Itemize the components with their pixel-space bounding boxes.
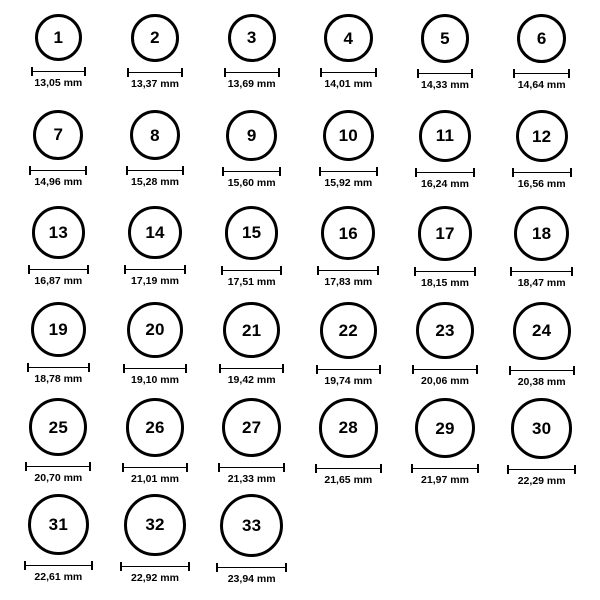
diameter-value: 13,05 mm xyxy=(34,77,83,89)
diameter-measure-line xyxy=(24,561,93,570)
ring-size-cell xyxy=(203,398,300,494)
ring-size-number: 3 xyxy=(246,28,257,48)
ring-circle xyxy=(126,398,185,457)
ring-size-cell xyxy=(10,14,107,110)
ring-size-number: 22 xyxy=(338,320,358,340)
ring-circle xyxy=(28,494,89,555)
measure-bar xyxy=(414,271,477,272)
ring-size-cell xyxy=(10,206,107,302)
diameter-measure-line xyxy=(27,363,90,372)
ring-circle xyxy=(131,14,179,62)
diameter-value: 15,60 mm xyxy=(227,176,276,189)
ring-circle xyxy=(124,494,186,556)
diameter-measure-line xyxy=(509,366,575,375)
diameter-value: 18,47 mm xyxy=(517,277,566,289)
ring-circle xyxy=(418,206,473,261)
diameter-value: 16,24 mm xyxy=(421,177,469,190)
ring-circle xyxy=(29,398,87,456)
diameter-value: 22,61 mm xyxy=(34,571,83,583)
diameter-measure-line xyxy=(513,69,570,78)
diameter-value: 19,42 mm xyxy=(227,374,276,387)
ring-size-cell xyxy=(300,14,397,110)
measure-bar xyxy=(320,72,376,73)
diameter-value: 20,06 mm xyxy=(421,375,469,388)
diameter-value: 13,69 mm xyxy=(227,77,276,90)
measure-bar xyxy=(417,73,474,74)
ring-circle xyxy=(319,398,379,458)
diameter-measure-line xyxy=(507,465,576,474)
ring-size-cell xyxy=(300,206,397,302)
diameter-measure-line xyxy=(316,365,381,374)
diameter-value: 15,28 mm xyxy=(131,176,179,189)
measure-bar xyxy=(24,565,93,566)
measure-bar xyxy=(218,467,285,468)
ring-circle xyxy=(320,302,377,359)
ring-size-number: 7 xyxy=(53,125,64,145)
diameter-measure-line xyxy=(411,464,479,473)
ring-size-number: 4 xyxy=(343,28,354,48)
ring-size-cell xyxy=(203,494,300,590)
ring-size-grid xyxy=(10,14,590,590)
ring-circle xyxy=(32,206,85,259)
diameter-measure-line xyxy=(28,265,89,274)
diameter-measure-line xyxy=(320,68,376,77)
diameter-value: 20,38 mm xyxy=(517,375,566,388)
ring-size-cell xyxy=(10,494,107,590)
diameter-value: 21,97 mm xyxy=(421,474,469,487)
measure-bar xyxy=(415,172,475,173)
ring-size-cell xyxy=(493,398,590,494)
ring-size-cell xyxy=(397,14,494,110)
ring-size-number: 24 xyxy=(531,321,552,341)
ring-size-number: 16 xyxy=(338,223,358,243)
ring-size-cell xyxy=(493,206,590,302)
diameter-measure-line xyxy=(510,267,573,276)
measure-bar xyxy=(411,468,479,469)
diameter-value: 16,87 mm xyxy=(34,274,83,287)
ring-circle xyxy=(35,14,82,61)
ring-circle xyxy=(226,110,277,161)
diameter-measure-line xyxy=(414,267,477,276)
ring-circle xyxy=(517,14,566,63)
diameter-value: 21,33 mm xyxy=(227,473,276,486)
ring-size-cell xyxy=(107,206,204,302)
diameter-measure-line xyxy=(122,463,189,472)
measure-bar xyxy=(124,269,185,270)
diameter-value: 22,29 mm xyxy=(517,474,566,487)
diameter-value: 17,19 mm xyxy=(131,275,179,288)
measure-bar xyxy=(28,269,89,270)
diameter-measure-line xyxy=(219,364,283,373)
ring-circle xyxy=(223,302,279,358)
diameter-value: 23,94 mm xyxy=(227,573,276,585)
ring-circle xyxy=(31,302,86,357)
measure-bar xyxy=(221,270,283,271)
ring-size-number: 20 xyxy=(145,320,165,340)
ring-circle xyxy=(228,14,276,62)
ring-size-number: 13 xyxy=(48,222,68,242)
ring-size-cell xyxy=(397,398,494,494)
diameter-measure-line xyxy=(218,463,285,472)
ring-circle xyxy=(321,206,375,260)
ring-size-number: 23 xyxy=(435,321,455,341)
measure-bar xyxy=(224,72,280,73)
ring-size-number: 6 xyxy=(536,29,547,49)
ring-size-number: 19 xyxy=(48,320,68,340)
ring-size-cell xyxy=(107,494,204,590)
diameter-value: 15,92 mm xyxy=(324,177,373,190)
ring-circle xyxy=(222,398,281,457)
diameter-value: 20,70 mm xyxy=(34,472,83,485)
ring-circle xyxy=(323,110,374,161)
ring-circle xyxy=(514,206,569,261)
ring-size-cell xyxy=(107,302,204,398)
measure-bar xyxy=(122,467,189,468)
ring-size-number: 8 xyxy=(150,125,160,145)
ring-circle xyxy=(416,302,473,359)
measure-bar xyxy=(127,72,183,73)
ring-size-cell xyxy=(203,110,300,206)
ring-size-number: 11 xyxy=(435,126,455,146)
diameter-measure-line xyxy=(317,266,379,275)
diameter-value: 21,01 mm xyxy=(131,472,179,485)
ring-size-cell xyxy=(107,398,204,494)
diameter-measure-line xyxy=(222,167,281,176)
measure-bar xyxy=(222,171,281,172)
measure-bar xyxy=(512,172,572,173)
diameter-measure-line xyxy=(25,462,91,471)
diameter-value: 19,74 mm xyxy=(324,374,373,387)
diameter-measure-line xyxy=(216,563,287,572)
diameter-measure-line xyxy=(417,69,474,78)
ring-circle xyxy=(415,398,475,458)
ring-circle xyxy=(220,494,283,557)
diameter-measure-line xyxy=(126,166,184,175)
ring-size-number: 21 xyxy=(241,320,262,340)
ring-size-number: 26 xyxy=(145,417,165,437)
diameter-measure-line xyxy=(127,68,183,77)
measure-bar xyxy=(412,369,477,370)
diameter-measure-line xyxy=(120,562,190,571)
ring-size-cell xyxy=(203,14,300,110)
ring-size-cell xyxy=(493,14,590,110)
ring-circle xyxy=(516,110,568,162)
diameter-measure-line xyxy=(412,365,477,374)
ring-size-cell xyxy=(203,302,300,398)
ring-size-cell xyxy=(397,110,494,206)
diameter-value: 14,64 mm xyxy=(517,79,566,92)
diameter-value: 18,78 mm xyxy=(34,373,83,386)
ring-size-cell xyxy=(397,206,494,302)
ring-size-cell xyxy=(10,302,107,398)
measure-bar xyxy=(29,170,87,171)
measure-bar xyxy=(27,367,90,368)
ring-circle xyxy=(324,14,372,62)
diameter-value: 13,37 mm xyxy=(131,77,179,90)
measure-bar xyxy=(319,171,378,172)
ring-circle xyxy=(33,110,83,160)
ring-size-cell xyxy=(300,110,397,206)
ring-size-number: 17 xyxy=(435,223,455,243)
ring-size-number: 1 xyxy=(53,28,64,47)
ring-size-number: 25 xyxy=(48,417,68,437)
ring-size-cell xyxy=(107,14,204,110)
ring-circle xyxy=(511,398,572,459)
measure-bar xyxy=(513,73,570,74)
measure-bar xyxy=(219,368,283,369)
ring-size-cell xyxy=(203,206,300,302)
diameter-value: 14,33 mm xyxy=(421,78,469,91)
diameter-value: 16,56 mm xyxy=(517,178,566,191)
diameter-measure-line xyxy=(319,167,378,176)
diameter-measure-line xyxy=(221,266,283,275)
ring-size-number: 2 xyxy=(150,28,160,48)
diameter-value: 14,01 mm xyxy=(324,78,373,91)
ring-size-cell xyxy=(10,398,107,494)
ring-size-number: 10 xyxy=(338,126,358,146)
measure-bar xyxy=(123,368,187,369)
ring-size-number: 14 xyxy=(145,223,165,243)
measure-bar xyxy=(120,566,190,567)
ring-size-cell xyxy=(300,398,397,494)
measure-bar xyxy=(216,567,287,568)
measure-bar xyxy=(316,369,381,370)
ring-size-cell xyxy=(107,110,204,206)
diameter-value: 21,65 mm xyxy=(324,473,373,486)
diameter-value: 18,15 mm xyxy=(421,276,469,289)
diameter-measure-line xyxy=(31,67,86,76)
ring-size-number: 30 xyxy=(532,418,552,438)
measure-bar xyxy=(509,370,575,371)
ring-circle xyxy=(419,110,471,162)
ring-size-cell xyxy=(493,302,590,398)
ring-size-cell xyxy=(300,302,397,398)
diameter-measure-line xyxy=(315,464,383,473)
diameter-value: 22,92 mm xyxy=(131,571,179,584)
ring-size-number: 31 xyxy=(48,515,68,534)
diameter-measure-line xyxy=(415,168,475,177)
ring-size-number: 12 xyxy=(532,126,552,146)
measure-bar xyxy=(510,271,573,272)
diameter-measure-line xyxy=(124,265,185,274)
measure-bar xyxy=(126,170,184,171)
diameter-value: 17,83 mm xyxy=(324,276,373,288)
diameter-measure-line xyxy=(512,168,572,177)
diameter-measure-line xyxy=(224,68,280,77)
ring-size-number: 29 xyxy=(435,418,455,438)
ring-circle xyxy=(513,302,571,360)
ring-size-cell xyxy=(493,110,590,206)
ring-size-number: 9 xyxy=(246,125,257,145)
ring-size-cell xyxy=(397,302,494,398)
ring-size-number: 5 xyxy=(440,28,450,48)
ring-circle xyxy=(225,206,279,260)
measure-bar xyxy=(25,466,91,467)
ring-circle xyxy=(127,302,183,358)
ring-size-number: 28 xyxy=(338,418,358,438)
diameter-value: 14,96 mm xyxy=(34,175,83,188)
diameter-value: 17,51 mm xyxy=(227,275,276,288)
ring-circle xyxy=(130,110,180,160)
diameter-measure-line xyxy=(29,166,87,175)
ring-circle xyxy=(421,14,470,63)
measure-bar xyxy=(317,270,379,271)
diameter-value: 19,10 mm xyxy=(131,373,179,386)
ring-size-number: 32 xyxy=(145,515,165,535)
measure-bar xyxy=(31,71,86,72)
ring-size-number: 18 xyxy=(532,224,552,243)
ring-size-cell xyxy=(10,110,107,206)
ring-circle xyxy=(128,206,181,259)
diameter-measure-line xyxy=(123,364,187,373)
measure-bar xyxy=(507,469,576,470)
ring-size-number: 33 xyxy=(242,516,262,535)
ring-size-number: 27 xyxy=(242,418,262,438)
ring-size-number: 15 xyxy=(242,223,262,243)
measure-bar xyxy=(315,468,383,469)
